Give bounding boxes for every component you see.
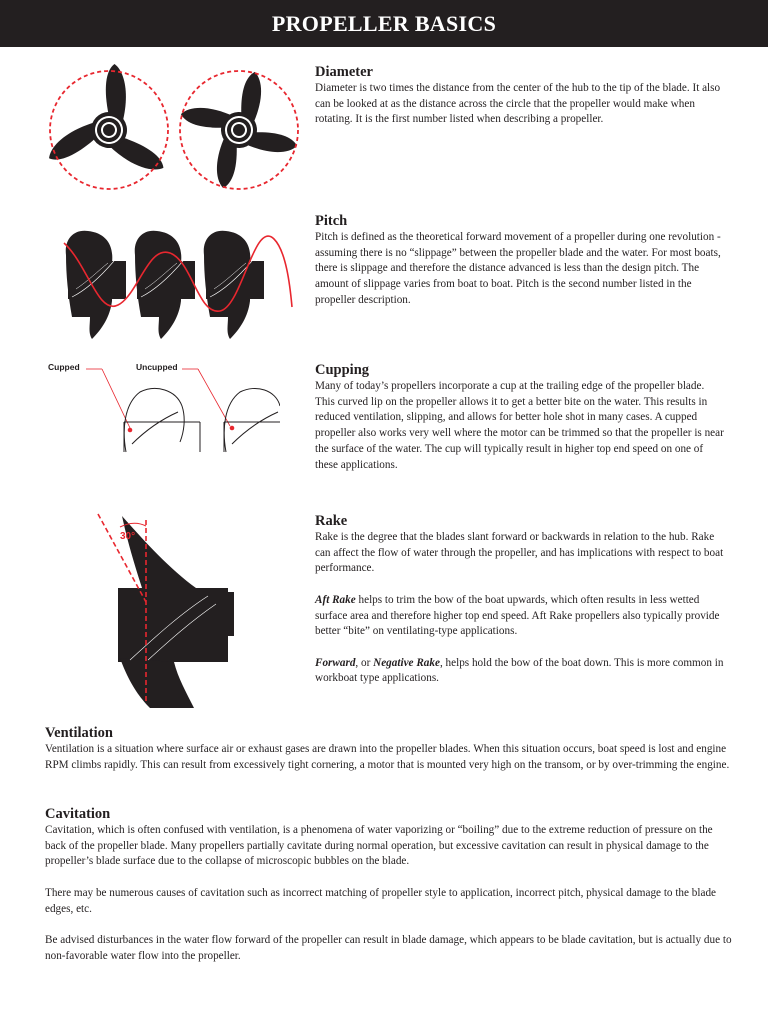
rake-section xyxy=(315,512,725,687)
ventilation-body: Ventilation is a situation where surface air or exhaust gases are drawn into the propeller blades. When this situation occurs, boat speed is lost and engine RPM climbs rapidly. This can result from excessively tight cornering, a motor that is mounted very high on the transom, or by over-trimming the engine. xyxy=(45,743,730,771)
diameter-section xyxy=(315,63,725,128)
ventilation-heading: Ventilation xyxy=(45,725,113,741)
negative-rake-term: Negative Rake xyxy=(373,656,440,669)
pitch-section xyxy=(315,212,725,309)
aft-rake-paragraph xyxy=(315,593,725,640)
rake-body: Rake is the degree that the blades slant forward or backwards in relation to the hub. Rake can affect the flow of water through the propeller, and has implications with respect to boat performance. xyxy=(315,531,724,575)
cupping-figure xyxy=(40,360,280,455)
forward-rake-paragraph xyxy=(315,656,725,687)
cavitation-body-1: Cavitation, which is often confused with ventilation, is a phenomena of water vaporizing or “boiling” due to the extreme reduction of pressure on the back of the propeller blade. Many propellers partially cavitate during normal operation, but excessive cavitation can result in physical damage to the propeller’s blade surface due to the collapse of microscopic bubbles on the blade. xyxy=(45,824,713,868)
diameter-body: Diameter is two times the distance from the center of the hub to the tip of the blade. It also can be looked at as the distance across the circle that the propeller would make when rotating. It is the first number listed when describing a propeller. xyxy=(315,82,721,126)
rake-figure xyxy=(90,510,240,710)
rake-diagram xyxy=(90,510,240,710)
cavitation-heading: Cavitation xyxy=(45,806,111,822)
aft-rake-term: Aft Rake xyxy=(315,593,356,606)
cupping-body: Many of today’s propellers incorporate a cup at the trailing edge of the propeller blade. This curved lip on the propeller allows it to get a better bite on the water. This results in reduced ventilation, slipping, and allows for better hole shot in many cases. A cupped propeller also works very well where the motor can be trimmed so that the propeller is near the surface of the water. The cup will typically result in higher top end speed on one of these applications. xyxy=(315,380,724,471)
diameter-heading: Diameter xyxy=(315,64,373,80)
cavitation-body-3: Be advised disturbances in the water flow forward of the propeller can result in blade damage, which appears to be blade cavitation, but is actually due to non-favorable water flow into the propeller. xyxy=(45,933,732,962)
uncupped-blade-outline xyxy=(224,388,280,452)
header-banner xyxy=(0,0,768,47)
page-title: PROPELLER BASICS xyxy=(271,11,497,36)
forward-rake-joiner: , or xyxy=(355,656,374,669)
diameter-figure xyxy=(48,63,308,198)
four-blade-propeller-icon xyxy=(162,63,308,198)
ventilation-section xyxy=(45,724,735,773)
forward-rake-term: Forward xyxy=(315,656,356,669)
uncupped-label: Uncupped xyxy=(136,362,178,372)
rake-angle-label: 30° xyxy=(120,531,136,542)
three-blade-propeller-icon xyxy=(48,63,182,189)
cupping-diagram xyxy=(40,360,280,455)
cupped-blade-outline xyxy=(124,388,200,452)
pitch-body: Pitch is defined as the theoretical forward movement of a propeller during one revolution - assuming there is no “slippage” between the propeller blade and the water. For most boats, there is slippage and therefore the distance advanced is less than the design pitch. The amount of slippage varies from boat to boat. Pitch is the second number listed in the propeller description. xyxy=(315,231,721,306)
pitch-figure xyxy=(58,225,294,345)
cupped-label: Cupped xyxy=(48,362,80,372)
cavitation-section xyxy=(45,805,735,964)
pitch-heading: Pitch xyxy=(315,213,348,229)
cavitation-body-2: There may be numerous causes of cavitation such as incorrect matching of propeller style to application, incorrect pitch, physical damage to the blade edges, etc. xyxy=(45,886,717,915)
cupping-section xyxy=(315,361,725,473)
cupping-heading: Cupping xyxy=(315,362,370,378)
rake-heading: Rake xyxy=(315,513,348,529)
aft-rake-body: helps to trim the bow of the boat upwards, which often results in less wetted surface area and therefore higher top end speed. Aft Rake propellers also typically provide better “bite” on ventilating-type applications. xyxy=(315,593,720,638)
forward-rake-body: , helps hold the bow of the boat down. This is more common in workboat type applications. xyxy=(315,656,724,685)
